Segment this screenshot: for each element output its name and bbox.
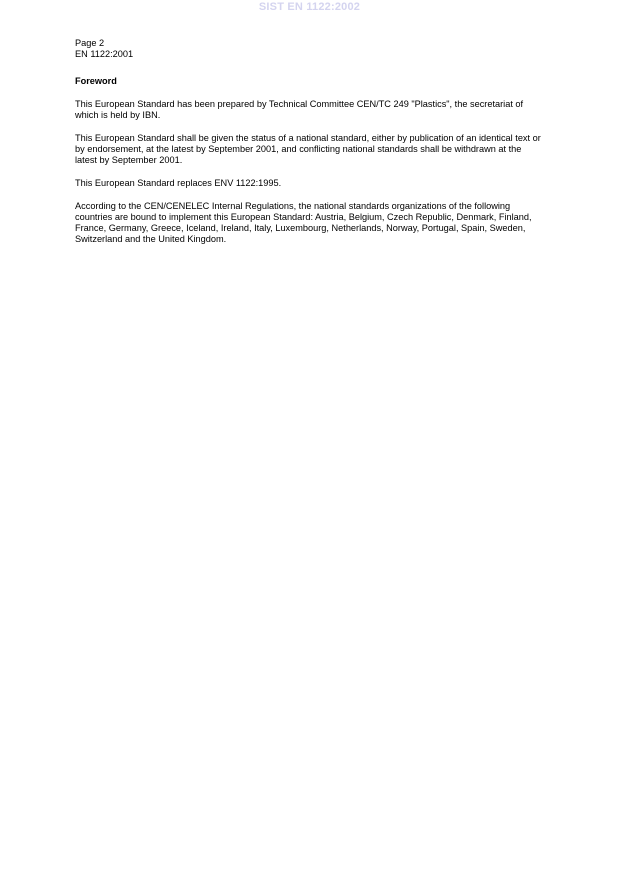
foreword-heading: Foreword xyxy=(75,76,117,86)
foreword-paragraph: This European Standard has been prepared by Technical Committee CEN/TC 249 "Plastics", the secretariat of which is held by IBN. xyxy=(75,99,524,120)
foreword-section xyxy=(75,76,545,257)
foreword-paragraph: This European Standard replaces ENV 1122:1995. xyxy=(75,178,282,188)
watermark: SIST EN 1122:2002 xyxy=(258,1,361,13)
document-number: EN 1122:2001 xyxy=(75,49,134,59)
foreword-paragraph: This European Standard shall be given the status of a national standard, either by publication of an identical text or by endorsement, at the latest by September 2001, and conflicting national standards shall be withdrawn at the latest by September 2001. xyxy=(75,133,541,165)
foreword-paragraph: According to the CEN/CENELEC Internal Regulations, the national standards organizations of the following countries are bound to implement this European Standard: Austria, Belgium, Czech Republic, Denmark, Finland, France, Germany, Greece, Iceland, Ireland, Italy, Luxembourg, Netherlands, Norway, Portugal, Spain, Sweden, Switzerland and the United Kingdom. xyxy=(75,201,532,244)
page-header xyxy=(75,38,133,60)
page-number: Page 2 xyxy=(75,38,105,48)
